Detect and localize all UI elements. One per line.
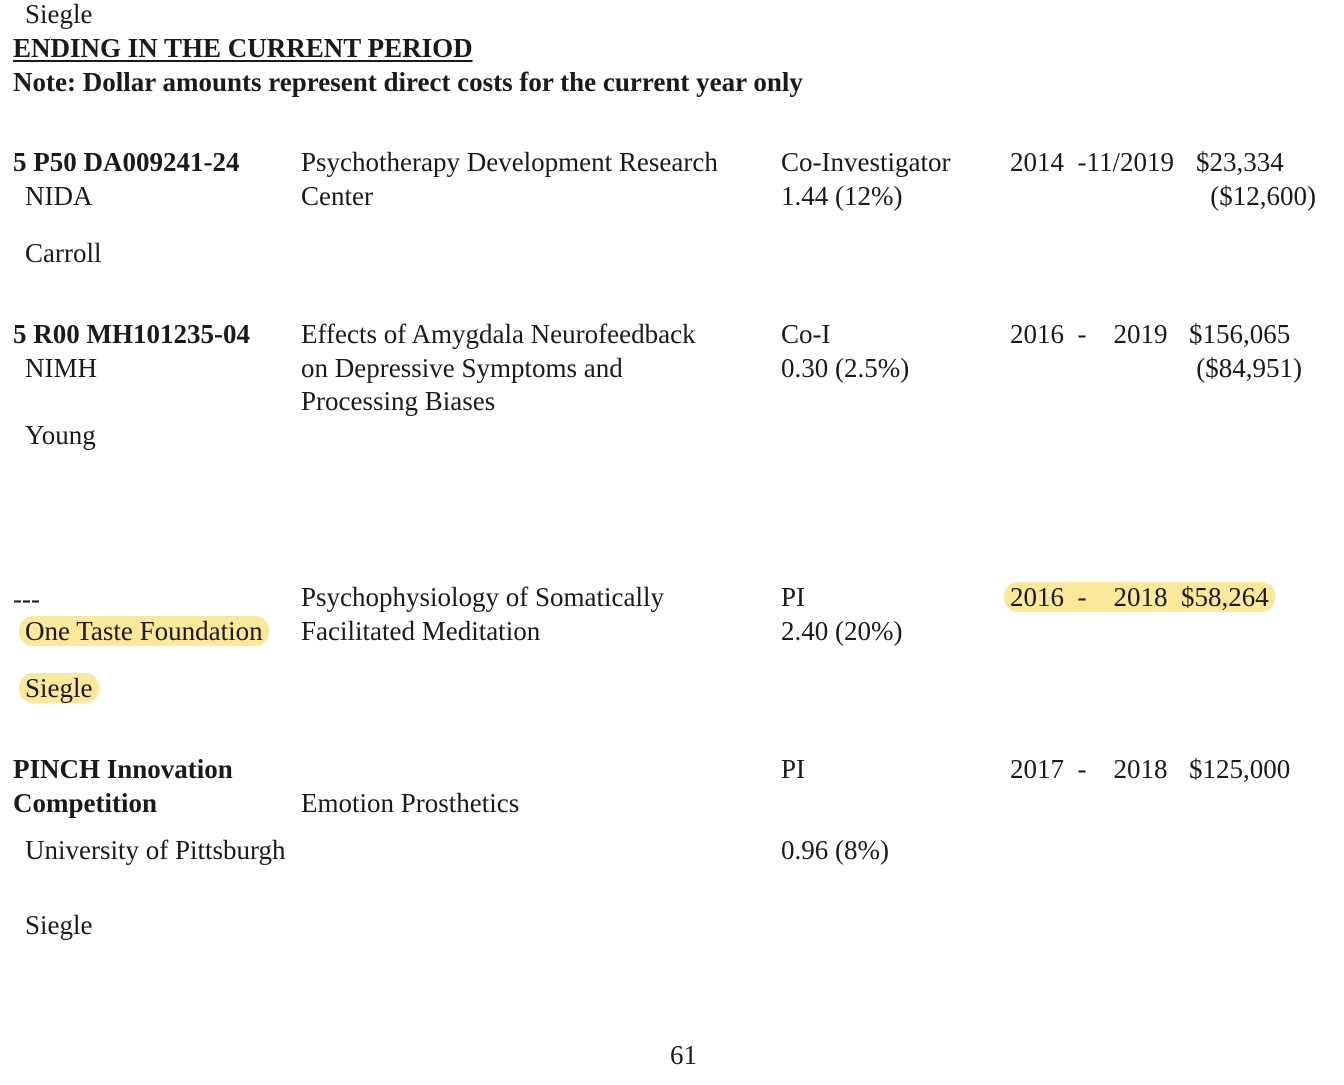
page-number: 61: [670, 1040, 697, 1070]
grant-effort: 1.44 (12%): [781, 181, 903, 211]
grant-period-amount: 2016 - 2018 $58,264: [1004, 582, 1275, 612]
grant-effort: 0.30 (2.5%): [781, 353, 910, 383]
grant-agency: University of Pittsburgh: [25, 835, 286, 865]
grant-role: Co-Investigator: [781, 147, 951, 177]
grant-amount: $23,334: [1196, 147, 1284, 177]
grant-pi: Siegle: [19, 673, 99, 703]
grant-title-line: on Depressive Symptoms and: [301, 353, 623, 383]
grant-role: PI: [781, 754, 806, 784]
note-text: Note: Dollar amounts represent direct costs for the current year only: [13, 67, 803, 97]
grant-amount: $125,000: [1189, 754, 1291, 784]
grant-sub-amount: ($12,600): [1210, 181, 1316, 211]
grant-id: 5 R00 MH101235-04: [13, 319, 250, 349]
grant-agency: NIDA: [25, 181, 93, 211]
grant-agency: NIMH: [25, 353, 97, 383]
grant-period: 2017 - 2018: [1010, 754, 1168, 784]
grant-pi: Siegle: [25, 910, 93, 940]
grant-effort: 2.40 (20%): [781, 616, 903, 646]
section-heading: ENDING IN THE CURRENT PERIOD: [13, 33, 473, 63]
grant-title-line: Center: [301, 181, 373, 211]
grant-title-line: Facilitated Meditation: [301, 616, 541, 646]
grant-title-line: Processing Biases: [301, 386, 496, 416]
grant-period: 2016 - 2019: [1010, 319, 1168, 349]
grant-role: Co-I: [781, 319, 831, 349]
grant-amount: $156,065: [1189, 319, 1291, 349]
grant-id: ---: [13, 584, 40, 614]
grant-title-line: Psychotherapy Development Research: [301, 147, 718, 177]
grant-id-line: Competition: [13, 788, 157, 818]
grant-id: 5 P50 DA009241-24: [13, 147, 240, 177]
grant-pi: Young: [25, 420, 96, 450]
grant-agency: One Taste Foundation: [19, 616, 269, 646]
grant-title-line: Psychophysiology of Somatically: [301, 582, 664, 612]
grant-role: PI: [781, 582, 806, 612]
grant-id-line: PINCH Innovation: [13, 754, 233, 784]
grant-effort: 0.96 (8%): [781, 835, 889, 865]
grant-title: Emotion Prosthetics: [301, 788, 520, 818]
grant-sub-amount: ($84,951): [1196, 353, 1302, 383]
grant-period: 2014 -11/2019: [1010, 147, 1174, 177]
top-investigator-name: Siegle: [25, 0, 93, 29]
grant-title-line: Effects of Amygdala Neurofeedback: [301, 319, 696, 349]
grant-pi: Carroll: [25, 238, 102, 268]
